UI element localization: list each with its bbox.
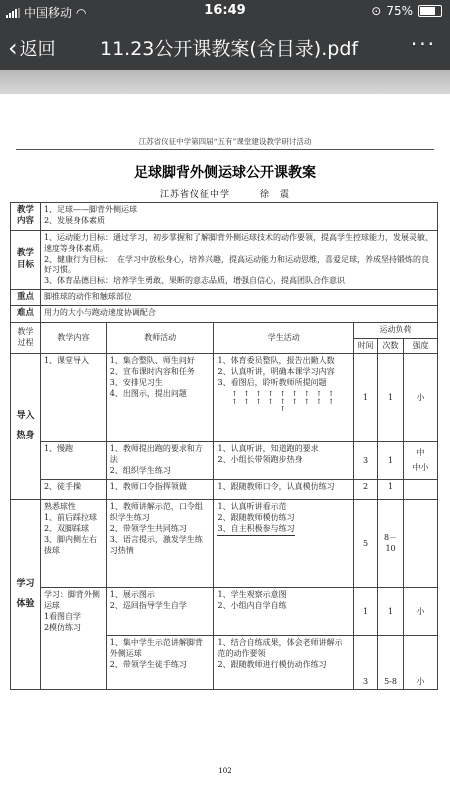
teacher-step: 2、带领学生共同练习: [109, 524, 187, 534]
warmup-count-3: 1: [378, 480, 404, 500]
pdf-page[interactable]: [0, 94, 450, 800]
teacher-step: 1、展示图示: [109, 590, 155, 600]
back-button[interactable]: [8, 34, 56, 62]
learning-content-2: [40, 588, 106, 690]
learning-teacher-1: [106, 500, 214, 588]
warmup-intensity-1: 小: [404, 354, 438, 442]
content-line: 1、前后踩拉球: [43, 513, 98, 523]
learning-count-1: 8－10: [378, 500, 404, 588]
teacher-step: 3、安排见习生: [109, 378, 163, 388]
goal-cell: [40, 230, 437, 289]
learning-count-3: 5-8: [378, 636, 404, 690]
viewer-top-shade: [0, 70, 450, 94]
student-step: 1、结合自练成果，体会老师讲解示范的动作要领: [217, 638, 343, 659]
formation-row: ↑ ↑ ↑ ↑ ↑ ↑ ↑ ↑ ↑: [231, 389, 337, 398]
learning-teacher-2b: [106, 636, 214, 690]
carrier-name: 中国移动: [24, 6, 73, 20]
content-header: 教学内容: [40, 322, 106, 354]
learning-intensity-1: [404, 500, 438, 588]
learning-intensity-2: 小: [404, 588, 438, 636]
warmup-student-3: 1、跟随教师口令，认真模仿练习: [214, 480, 354, 500]
warmup-time-3: 2: [354, 480, 378, 500]
teacher-header: 教师活动: [106, 322, 214, 354]
difficulty-cell: 用力的大小与跑动速度协调配合: [40, 306, 437, 322]
teacher-step: 2、组织学生练习: [109, 466, 171, 476]
student-header: 学生活动: [214, 322, 354, 354]
battery-percent: 75%: [386, 4, 413, 18]
student-step: 2、小组内自学自练: [217, 601, 287, 611]
warmup-teacher-2: [106, 442, 214, 480]
clock: 16:49: [204, 3, 246, 18]
content-line: 1看图自学: [43, 612, 82, 622]
formation-row: ↑ ↑ ↑ ↑ ↑ ↑ ↑ ↑ ↑: [231, 397, 337, 406]
learning-count-2: 1: [378, 588, 404, 636]
learning-time-2: 1: [354, 588, 378, 636]
goal-line: 2、健康行为目标： 在学习中放松身心，培养兴趣，提高运动能力和运动思维，喜爱足球，养成坚持锻炼的良好习惯。: [43, 254, 430, 275]
formation-teacher: ↑: [279, 405, 288, 414]
status-bar: [0, 0, 450, 24]
student-step: 1、体育委员整队，报告出勤人数: [217, 356, 335, 366]
goal-line: 3、体育品德目标：培养学生勇敢、果断的意志品质，增强自信心，提高团队合作意识: [43, 276, 346, 286]
content-line: 2模仿练习: [43, 622, 82, 632]
lock-rotation-icon: ⊙: [371, 4, 382, 18]
content-line: 2、发展身体素质: [43, 215, 106, 225]
student-step: 1、学生观察示意图: [217, 590, 287, 600]
count-header: 次数: [378, 338, 404, 354]
time-header: 时间: [354, 338, 378, 354]
content-line: 3、脚内侧左右拔球: [43, 534, 98, 555]
back-label: 返回: [19, 39, 56, 60]
teacher-step: 3、语言提示，激发学生练习热情: [109, 534, 203, 555]
lesson-title: 足球脚背外侧运球公开课教案: [134, 165, 316, 181]
load-header: 运动负荷: [354, 322, 438, 338]
student-step: 2、小组长带领跑步热身: [217, 455, 303, 465]
warmup-content-1: 1、课堂导入: [40, 354, 106, 442]
intensity-header: 强度: [404, 338, 438, 354]
teacher-step: 1、集中学生示范讲解脚背外侧运球: [109, 638, 203, 659]
author-line: 江苏省仪征中学 徐 震: [159, 190, 290, 200]
section-learning-label: 学习体验: [11, 500, 41, 690]
warmup-time-1: 1: [354, 354, 378, 442]
content-line: 学习：脚背外侧运球: [43, 590, 100, 611]
content-line: 2、双脚踩球: [43, 524, 90, 534]
teacher-step: 2、宣布课时内容和任务: [109, 367, 195, 377]
teacher-step: 1、教师讲解示范，口令组织学生练习: [109, 502, 203, 523]
more-options-icon[interactable]: ···: [410, 32, 436, 56]
key-label: 重点: [11, 289, 41, 305]
process-header: 教学过程: [11, 322, 41, 354]
warmup-student-1: [214, 354, 354, 442]
nav-bar: [0, 24, 450, 70]
teacher-step: 1、集合整队、师生问好: [109, 356, 195, 366]
content-line: 熟悉球性: [43, 502, 76, 512]
teacher-step: 4、出图示，提出问题: [109, 388, 187, 398]
formation-diagram: [217, 391, 350, 414]
learning-student-2b: [214, 636, 354, 690]
battery-icon: [418, 5, 442, 17]
teacher-step: 1、教师提出跑的要求和方法: [109, 444, 203, 465]
warmup-teacher-3: 1、教师口令指挥领做: [106, 480, 214, 500]
document-title: 11.23公开课教案(含目录).pdf: [100, 38, 359, 60]
student-step: 1、认真听讲，知道跑的要求: [217, 444, 319, 454]
section-warmup-label: 导入热身: [11, 354, 41, 500]
teacher-step: 2、巡回指导学生自学: [109, 601, 187, 611]
page-number: 102: [218, 767, 232, 775]
student-step: 2、跟随教师模仿练习: [217, 513, 295, 523]
difficulty-label: 难点: [11, 306, 41, 322]
learning-student-2a: [214, 588, 354, 636]
warmup-time-2: 3: [354, 442, 378, 480]
student-step: 1、认真听讲看示范: [217, 502, 287, 512]
student-step: 2、跟随教师进行模仿动作练习: [217, 660, 327, 670]
goal-line: 1、运动能力目标：通过学习，初步掌握和了解脚背外侧运球技术的动作要领，提高学生控球能力，发展灵敏、速度等身体素质。: [43, 232, 434, 253]
page-header-note: 江苏省仪征中学第四届“五有”课堂建设教学研讨活动: [138, 137, 312, 146]
intensity-value: 中: [416, 448, 425, 458]
learning-time-3: 3: [354, 636, 378, 690]
learning-content-1: [40, 500, 106, 588]
warmup-count-1: 1: [378, 354, 404, 442]
warmup-teacher-1: [106, 354, 214, 442]
wifi-icon: ◠: [76, 5, 87, 20]
warmup-count-2: 1: [378, 442, 404, 480]
content-label: 教学内容: [11, 203, 41, 231]
warmup-content-2: 1、慢跑: [40, 442, 106, 480]
student-step: 3、自主积极参与练习: [217, 524, 294, 536]
lesson-plan-table: [10, 202, 438, 690]
learning-intensity-3: 小: [404, 636, 438, 690]
teacher-step: 2、带领学生徒手练习: [109, 660, 187, 670]
content-cell: [40, 203, 437, 231]
student-step: 3、看图后，聆听教师所提问题: [217, 378, 327, 388]
warmup-intensity-2: [404, 442, 438, 480]
learning-student-1: [214, 500, 354, 588]
content-line: 1、足球——脚背外侧运球: [43, 205, 138, 214]
warmup-student-2: [214, 442, 354, 480]
key-cell: 脚推球的动作和触球部位: [40, 289, 437, 305]
header-rule: [16, 149, 434, 150]
warmup-content-3: 2、徒手操: [40, 480, 106, 500]
learning-teacher-2a: [106, 588, 214, 636]
goal-label: 教学目标: [11, 230, 41, 289]
intensity-value: 中小: [412, 462, 429, 472]
warmup-intensity-3: [404, 480, 438, 500]
student-step: 2、认真听讲，明确本课学习内容: [217, 367, 335, 377]
learning-time-1: 5: [354, 500, 378, 588]
chevron-left-icon: ‹: [8, 34, 18, 62]
